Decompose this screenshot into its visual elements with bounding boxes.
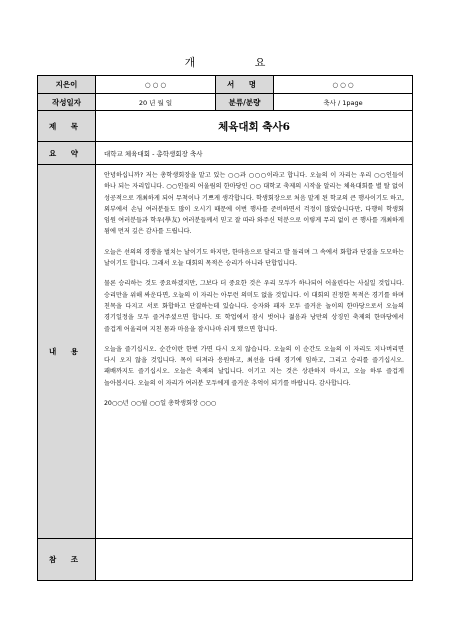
author-label: 지은이 bbox=[38, 76, 96, 94]
content-paragraph: 물론 승리하는 것도 중요하겠지만, 그보다 더 중요한 것은 우리 모두가 하나되어 어울린다는 사실일 것입니다. 승리만을 위해 싸운다면, 오늘의 이 자리는 아무런 의미도 없을 것입니다. 이 대회의 진정한 목적은 경기를 하며 친목을 다지고 서로 화합하고 단결하는데 있습니다. 승자와 패자 모두 즐거운 놀이의 한마당으로서 오늘의 경기일정을 모두 즐겨주셨으면 합니다. 또 학업에서 잠시 벗어나 젊음과 낭만의 상징인 축제의 한마당에서 즐겁게 어울리며 지친 몸과 마음을 잠시나마 쉬게 했으면 합니다. bbox=[104, 280, 404, 333]
page-title: 개 요 bbox=[184, 56, 294, 69]
content-paragraph: 안녕하십니까? 저는 총학생회장을 맡고 있는 ○○과 ○○○이라고 합니다. 오늘의 이 자리는 우리 ○○인들이 하나 되는 자리입니다. ○○인들의 어울림의 한마당인 ○○ 대학교 축제의 시작을 알리는 체육대회를 별 탈 없이 성공적으로 개최하게 되어 무척이나 기쁘게 생각합니다. 학생회장으로 처음 맡게 된 학교의 큰 행사이기도 하고, 외부에서 손님 여러분들도 많이 오시기 때문에 이번 행사를 준비하면서 걱정이 많았습니다만, 다행히 학생회 임원 여러분들과 학우(學友) 여러분들께서 믿고 잘 따라 와주신 덕분으로 이렇게 무리 없이 큰 행사를 개최하게 됨에 먼저 깊은 감사를 드립니다. bbox=[104, 172, 404, 236]
signature-value: ○ ○ ○ bbox=[274, 76, 413, 94]
category-value: 축사 / 1page bbox=[274, 94, 413, 111]
content-label: 내 용 bbox=[38, 165, 96, 539]
reference-label: 참 조 bbox=[38, 539, 96, 581]
category-label: 분류/분량 bbox=[216, 94, 274, 111]
summary-form-table bbox=[37, 75, 413, 581]
summary-label: 요 약 bbox=[38, 142, 96, 165]
subject-label: 제 목 bbox=[38, 111, 96, 142]
author-value: ○ ○ ○ bbox=[96, 76, 216, 94]
subject-value: 체육대회 축사6 bbox=[96, 111, 413, 142]
signature-label: 서 명 bbox=[216, 76, 274, 94]
closing-signature: 20○○년 ○○월 ○○일 총학생회장 ○○○ bbox=[104, 400, 217, 408]
reference-value bbox=[96, 539, 413, 581]
content-paragraph: 오늘은 선의의 경쟁을 벌치는 날이기도 하지만, 한마음으로 달리고 발 돌리며 그 속에서 화합과 단결을 도모하는 날이기도 합니다. 그래서 오늘 대회의 목적은 승리가 아니라 단합입니다. bbox=[104, 248, 404, 268]
content-body bbox=[96, 165, 413, 539]
summary-value: 대학교 체육대회 - 총학생회장 축사 bbox=[96, 142, 413, 165]
date-value: 20 년 월 일 bbox=[96, 94, 216, 111]
content-paragraph: 오늘을 즐기십시오. 순간이란 한번 가면 다시 오지 않습니다. 오늘의 이 순간도 오늘의 이 자리도 지나버리면 다시 오지 않을 것입니다. 목이 터져라 응원하고, 최선을 다해 경기에 임하고, 그리고 승리를 즐기십시오. 패배까지도 즐기십시오. 오늘은 축제의 날입니다. 이기고 지는 것은 상관하지 마시고, 오늘 하루 즐겁게 놀아봅시다. 오늘의 이 자리가 여러분 모두에게 즐거운 추억이 되기를 바랍니다. 감사합니다. bbox=[104, 345, 404, 387]
date-label: 작성일자 bbox=[38, 94, 96, 111]
